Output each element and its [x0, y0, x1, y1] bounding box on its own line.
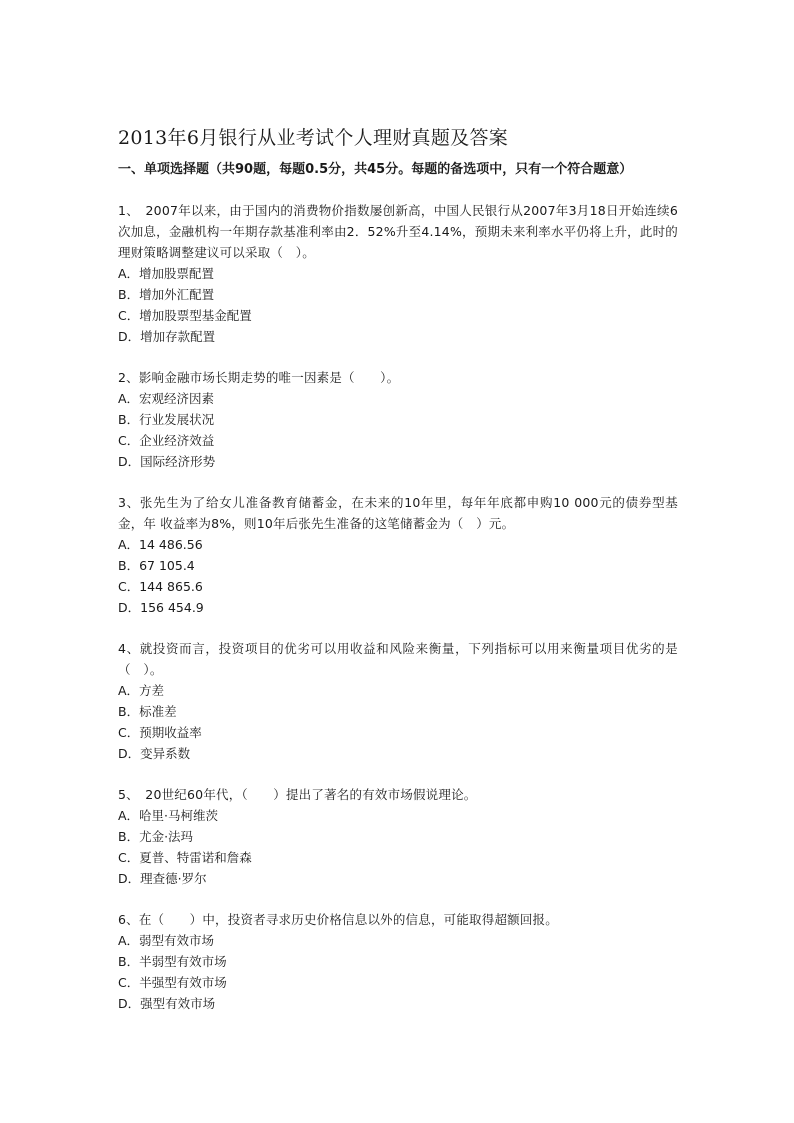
option-c: C．144 865.6 — [118, 579, 203, 594]
question-list — [118, 200, 678, 1034]
option-b: B．行业发展状况 — [118, 412, 215, 427]
question-6 — [118, 909, 678, 1014]
option-a: A．14 486.56 — [118, 537, 203, 552]
question-stem: 4、就投资而言，投资项目的优劣可以用收益和风险来衡量，下列指标可以用来衡量项目优劣的是（ ）。 — [118, 641, 678, 677]
question-1 — [118, 200, 678, 347]
option-b: B．尤金·法玛 — [118, 829, 194, 844]
question-3 — [118, 492, 678, 618]
option-d: D．国际经济形势 — [118, 454, 216, 469]
question-stem: 1、 2007年以来，由于国内的消费物价指数屡创新高，中国人民银行从2007年3月18日开始连续6次加息，金融机构一年期存款基准利率由2．52%升至4.14%，预期未来利率水平仍将上升，此时的理财策略调整建议可以采取（ ）。 — [118, 203, 678, 260]
question-stem: 5、 20世纪60年代，（ ）提出了著名的有效市场假说理论。 — [118, 787, 477, 802]
option-b: B．标准差 — [118, 704, 177, 719]
option-c: C．夏普、特雷诺和詹森 — [118, 850, 252, 865]
option-c: C．半强型有效市场 — [118, 975, 227, 990]
section-heading: 一、单项选择题（共90题，每题0.5分，共45分。每题的备选项中，只有一个符合题意） — [118, 162, 633, 177]
option-c: C．企业经济效益 — [118, 433, 215, 448]
question-stem: 2、影响金融市场长期走势的唯一因素是（ ）。 — [118, 370, 400, 385]
option-c: C．增加股票型基金配置 — [118, 308, 252, 323]
question-stem: 3、张先生为了给女儿准备教育储蓄金，在未来的10年里，每年年底都申购10 000元的债券型基金，年 收益率为8%，则10年后张先生准备的这笔储蓄金为（ ）元。 — [118, 495, 678, 531]
option-a: A．方差 — [118, 683, 165, 698]
question-2 — [118, 367, 678, 472]
option-a: A．弱型有效市场 — [118, 933, 215, 948]
option-d: D．156 454.9 — [118, 600, 204, 615]
option-d: D．强型有效市场 — [118, 996, 216, 1011]
option-a: A．宏观经济因素 — [118, 391, 215, 406]
option-d: D．变异系数 — [118, 746, 191, 761]
option-b: B．增加外汇配置 — [118, 287, 215, 302]
option-c: C．预期收益率 — [118, 725, 202, 740]
document-title: 2013年6月银行从业考试个人理财真题及答案 — [118, 127, 509, 149]
option-d: D．理查德·罗尔 — [118, 871, 207, 886]
question-5 — [118, 784, 678, 889]
option-b: B．半弱型有效市场 — [118, 954, 227, 969]
option-b: B．67 105.4 — [118, 558, 195, 573]
question-4 — [118, 638, 678, 764]
option-d: D．增加存款配置 — [118, 329, 216, 344]
question-stem: 6、在（ ）中，投资者寻求历史价格信息以外的信息，可能取得超额回报。 — [118, 912, 558, 927]
option-a: A．哈里·马柯维茨 — [118, 808, 219, 823]
option-a: A．增加股票配置 — [118, 266, 215, 281]
